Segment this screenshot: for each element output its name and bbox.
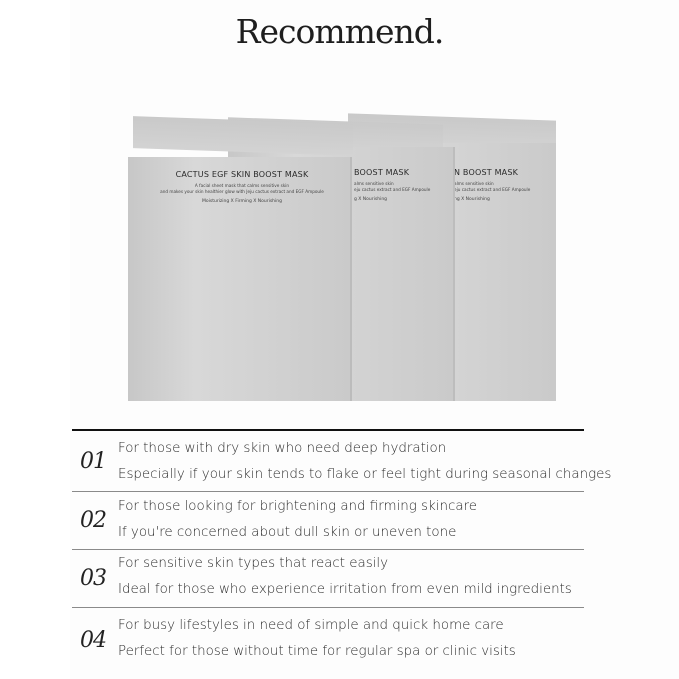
list-item — [72, 550, 672, 606]
pouch-1-label: CACTUS EGF SKIN BOOST MASK A facial sheet mask that calms sensitive skin and makes your skin healthier glow with Jeju cactus extract and EGF Ampoule Moisturizing X Firming X Nourishing — [160, 170, 324, 204]
pouch-2-label: BOOST MASK alms sensitive skin eju cactus extract and EGF Ampoule g X Nourishing — [354, 168, 431, 202]
item-line1: For those looking for brightening and firming skincare — [118, 499, 477, 514]
item-number: 04 — [80, 628, 106, 653]
list-item — [72, 492, 672, 548]
item-line2: If you're concerned about dull skin or uneven tone — [118, 525, 457, 540]
product-image-mask-pouches — [128, 115, 556, 401]
list-item — [72, 433, 672, 489]
item-number: 03 — [80, 566, 106, 591]
item-line2: Especially if your skin tends to flake or feel tight during seasonal changes — [118, 467, 612, 482]
item-line2: Ideal for those who experience irritation from even mild ingredients — [118, 582, 572, 597]
item-line1: For sensitive skin types that react easily — [118, 556, 389, 571]
pouch-1-flap — [133, 116, 353, 156]
list-top-divider — [72, 429, 584, 431]
item-number: 01 — [80, 449, 106, 474]
item-line2: Perfect for those without time for regular spa or clinic visits — [118, 644, 516, 659]
pouch-3-label: N BOOST MASK alms sensitive skin eju cactus extract and EGF Ampoule ng X Nourishing — [454, 168, 531, 202]
item-line1: For busy lifestyles in need of simple and quick home care — [118, 618, 504, 633]
list-item — [72, 608, 672, 664]
page-title: Recommend. — [235, 12, 444, 51]
background-left — [0, 0, 70, 679]
item-line1: For those with dry skin who need deep hydration — [118, 441, 447, 456]
item-number: 02 — [80, 508, 106, 533]
